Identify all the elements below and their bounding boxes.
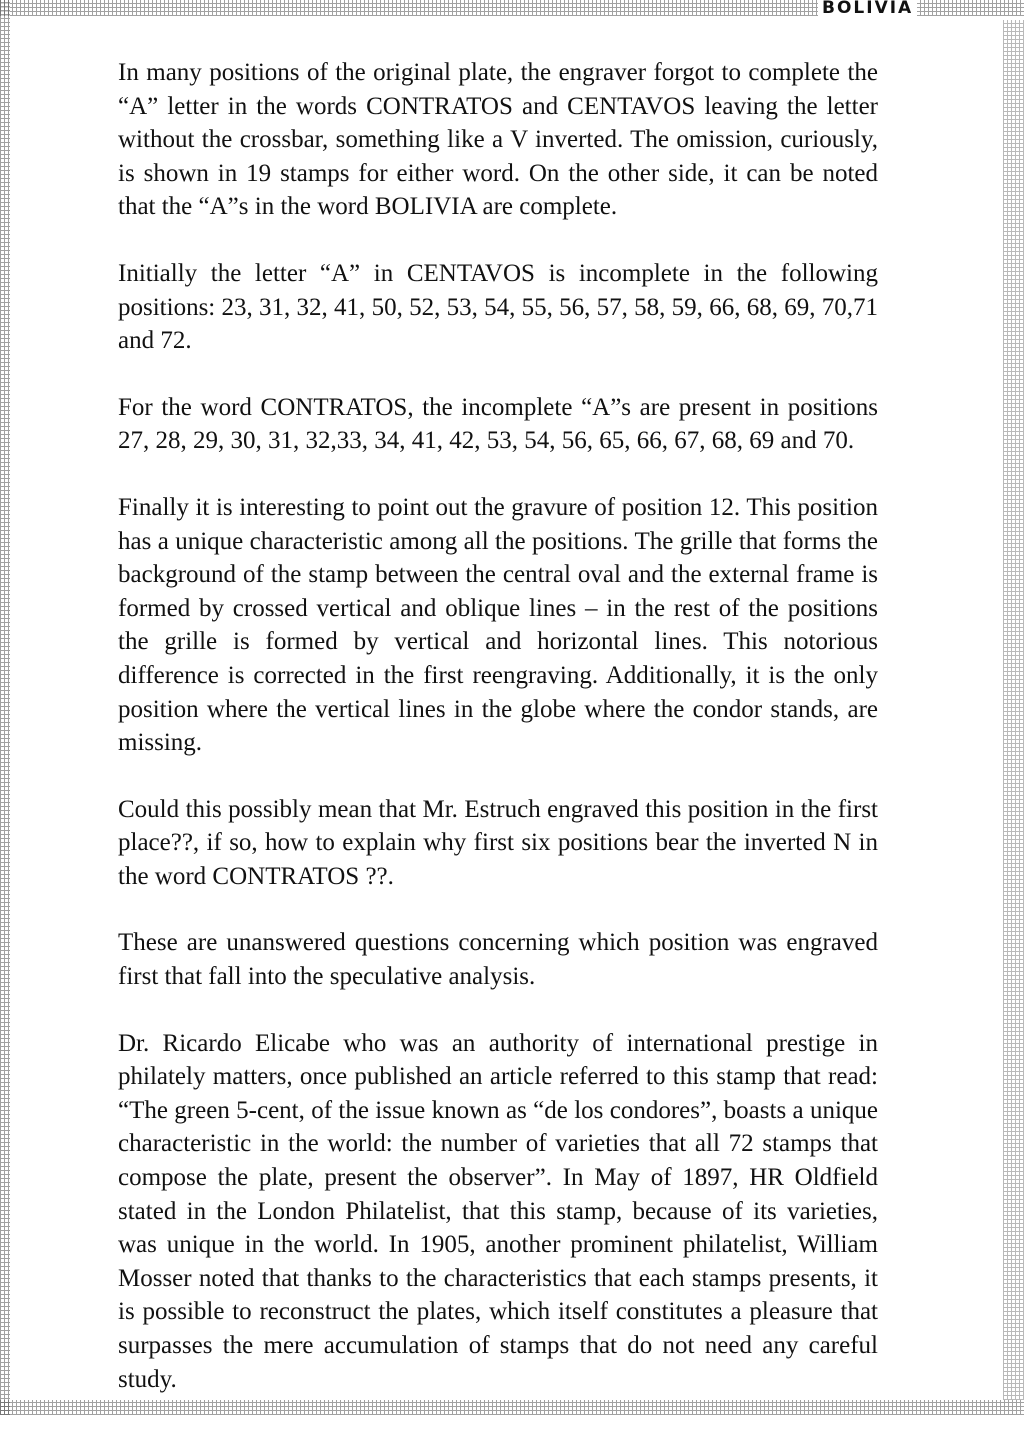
paragraph: In many positions of the original plate, the engraver forgot to complete the “A” letter in the words CONTRATOS and CENTAVOS leaving the letter without the crossbar, something like a V inverted. The omission, curiously, is shown in 19 stamps for either word. On the other side, it can be noted that the “A”s in the word BOLIVIA are complete.: [118, 59, 878, 221]
paragraph: For the word CONTRATOS, the incomplete “A”s are present in positions 27, 28, 29, 30, 31, 32,33, 34, 41, 42, 53, 54, 56, 65, 66, 67, 68, 69 and 70.: [118, 393, 878, 455]
paragraph: Finally it is interesting to point out the gravure of position 12. This position has a unique characteristic among all the positions. The grille that forms the background of the stamp between the central oval and the external frame is formed by crossed vertical and oblique lines – in the rest of the positions the grille is formed by vertical and horizontal lines. This notorious difference is corrected in the first reengraving. Additionally, it is the only position where the vertical lines in the globe where the condor stands, are missing.: [118, 493, 878, 757]
paragraph: Initially the letter “A” in CENTAVOS is incomplete in the following positions: 23, 31, 32, 41, 50, 52, 53, 54, 55, 56, 57, 58, 59, 66, 68, 69, 70,71 and 72.: [118, 259, 878, 355]
paragraph: Could this possibly mean that Mr. Estruch engraved this position in the first place??, if so, how to explain why first six positions bear the inverted N in the word CONTRATOS ??.: [118, 795, 878, 890]
greek-key-border-left: [0, 0, 10, 1415]
article-body: [118, 56, 878, 1429]
paragraph: Dr. Ricardo Elicabe who was an authority of international prestige in philately matters, once published an article referred to this stamp that read: “The green 5-cent, of the issue known as “de los condores”, boasts a unique characteristic in the world: the number of varieties that all 72 stamps that compose the plate, present the observer”. In May of 1897, HR Oldfield stated in the London Philatelist, that this stamp, because of its varieties, was unique in the world. In 1905, another prominent philatelist, William Mosser noted that thanks to the characteristics that each stamps presents, it is possible to reconstruct the plates, which itself constitutes a pleasure that surpasses the mere accumulation of stamps that do not need any careful study.: [118, 1029, 878, 1393]
paragraph: These are unanswered questions concerning which position was engraved first that fall into the speculative analysis.: [118, 929, 878, 991]
greek-key-border-right: [1003, 20, 1024, 1400]
country-header-label: BOLIVIA: [818, 0, 917, 18]
